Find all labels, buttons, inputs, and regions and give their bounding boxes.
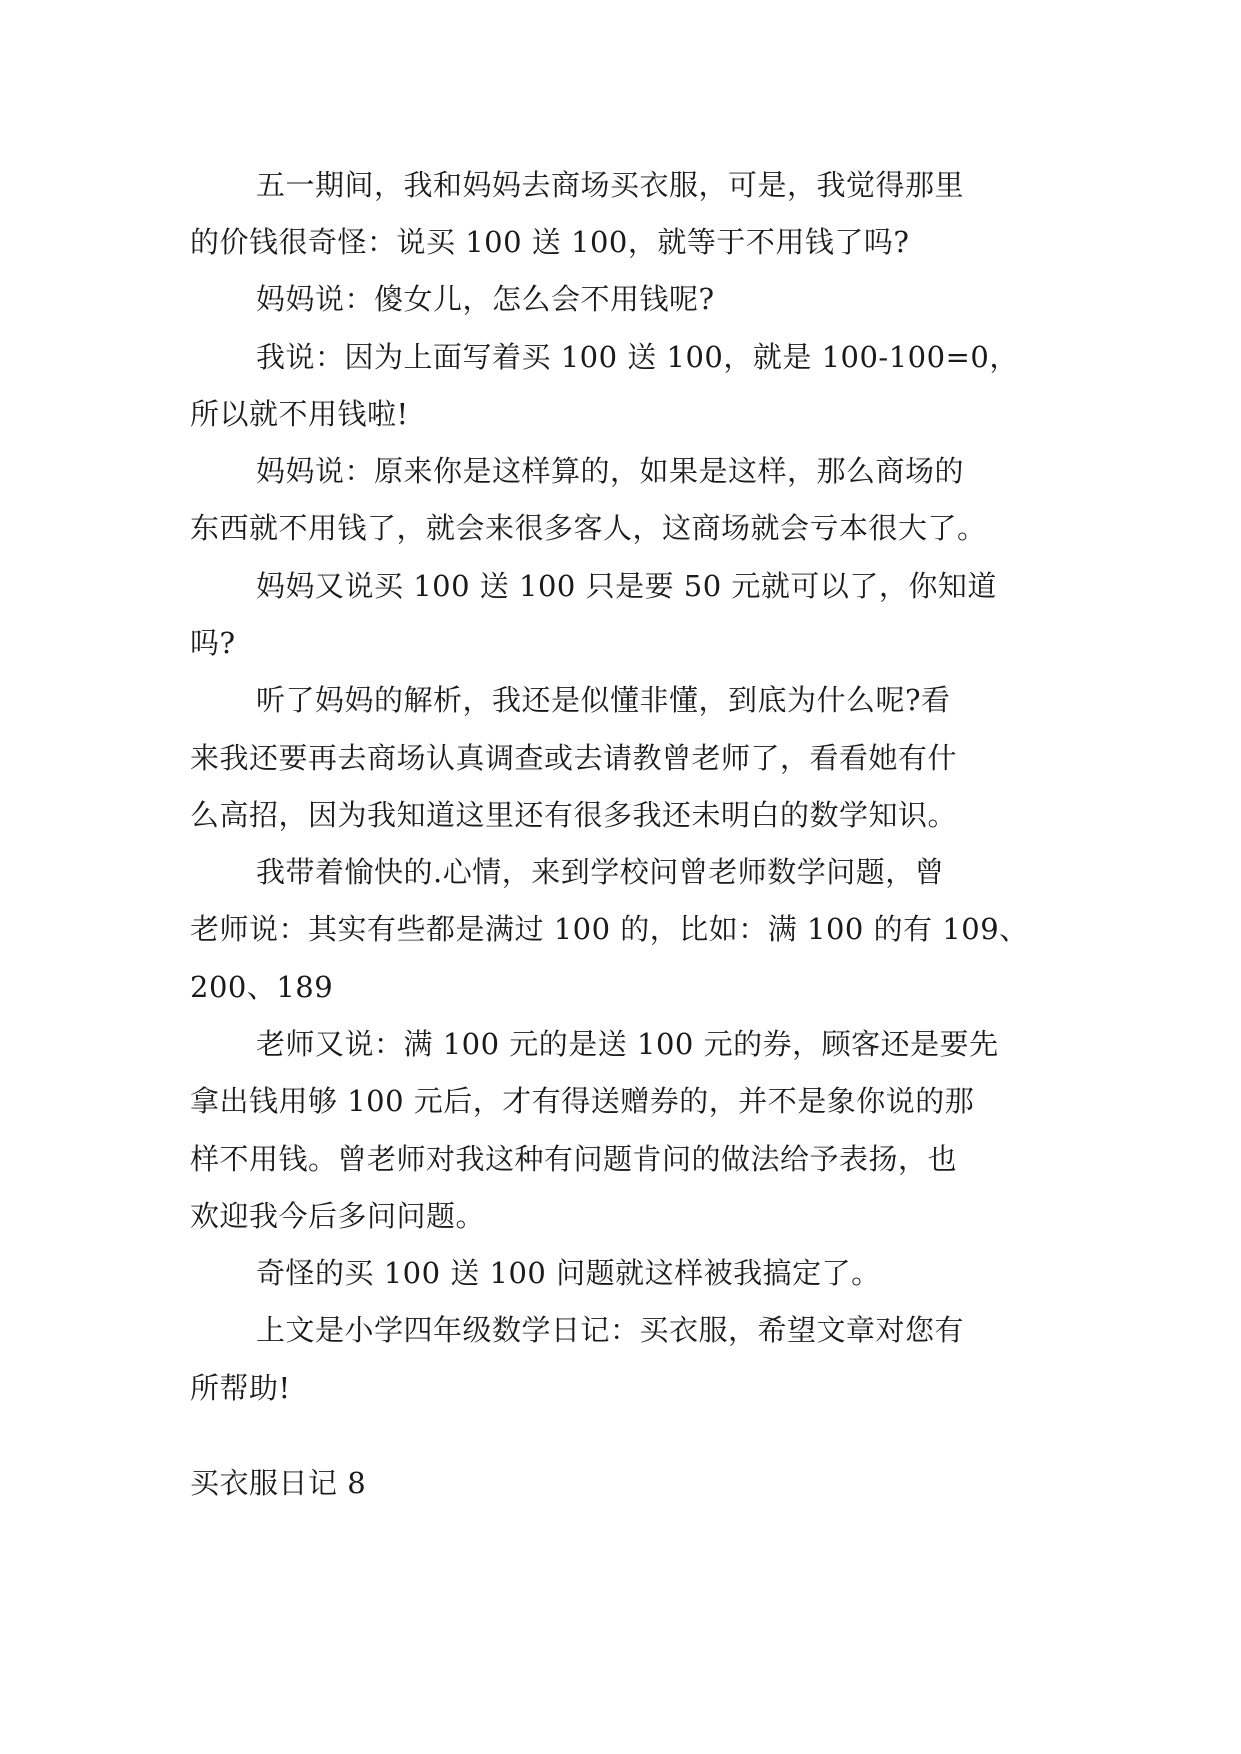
text-line-3: 妈妈说：傻女儿，怎么会不用钱呢?	[256, 282, 715, 316]
section-heading: 买衣服日记 8	[190, 1466, 367, 1500]
text-line-20: 奇怪的买 100 送 100 问题就这样被我搞定了。	[256, 1256, 881, 1290]
text-line-21: 上文是小学四年级数学日记：买衣服，希望文章对您有	[256, 1313, 965, 1347]
text-line-10: 听了妈妈的解析，我还是似懂非懂，到底为什么呢?看	[256, 683, 951, 717]
text-line-4: 我说：因为上面写着买 100 送 100，就是 100-100=0，	[256, 340, 1019, 374]
text-line-9: 吗?	[190, 626, 236, 660]
text-line-5: 所以就不用钱啦!	[190, 397, 409, 431]
text-line-15: 200、189	[190, 970, 334, 1004]
text-line-14: 老师说：其实有些都是满过 100 的，比如：满 100 的有 109、	[190, 912, 1029, 946]
text-line-18: 样不用钱。曾老师对我这种有问题肯问的做法给予表扬，也	[190, 1142, 958, 1176]
text-line-7: 东西就不用钱了，就会来很多客人，这商场就会亏本很大了。	[190, 511, 987, 545]
text-line-12: 么高招，因为我知道这里还有很多我还未明白的数学知识。	[190, 798, 958, 832]
text-line-13: 我带着愉快的.心情，来到学校问曾老师数学问题，曾	[256, 855, 945, 889]
text-line-11: 来我还要再去商场认真调查或去请教曾老师了，看看她有什	[190, 741, 958, 775]
text-line-1: 五一期间，我和妈妈去商场买衣服，可是，我觉得那里	[256, 168, 965, 202]
text-line-22: 所帮助!	[190, 1371, 291, 1405]
text-line-6: 妈妈说：原来你是这样算的，如果是这样，那么商场的	[256, 454, 965, 488]
text-line-2: 的价钱很奇怪：说买 100 送 100，就等于不用钱了吗?	[190, 225, 910, 259]
text-line-17: 拿出钱用够 100 元后，才有得送赠券的，并不是象你说的那	[190, 1084, 975, 1118]
text-line-19: 欢迎我今后多问问题。	[190, 1199, 486, 1233]
text-line-8: 妈妈又说买 100 送 100 只是要 50 元就可以了，你知道	[256, 569, 997, 603]
text-line-16: 老师又说：满 100 元的是送 100 元的券，顾客还是要先	[256, 1027, 999, 1061]
